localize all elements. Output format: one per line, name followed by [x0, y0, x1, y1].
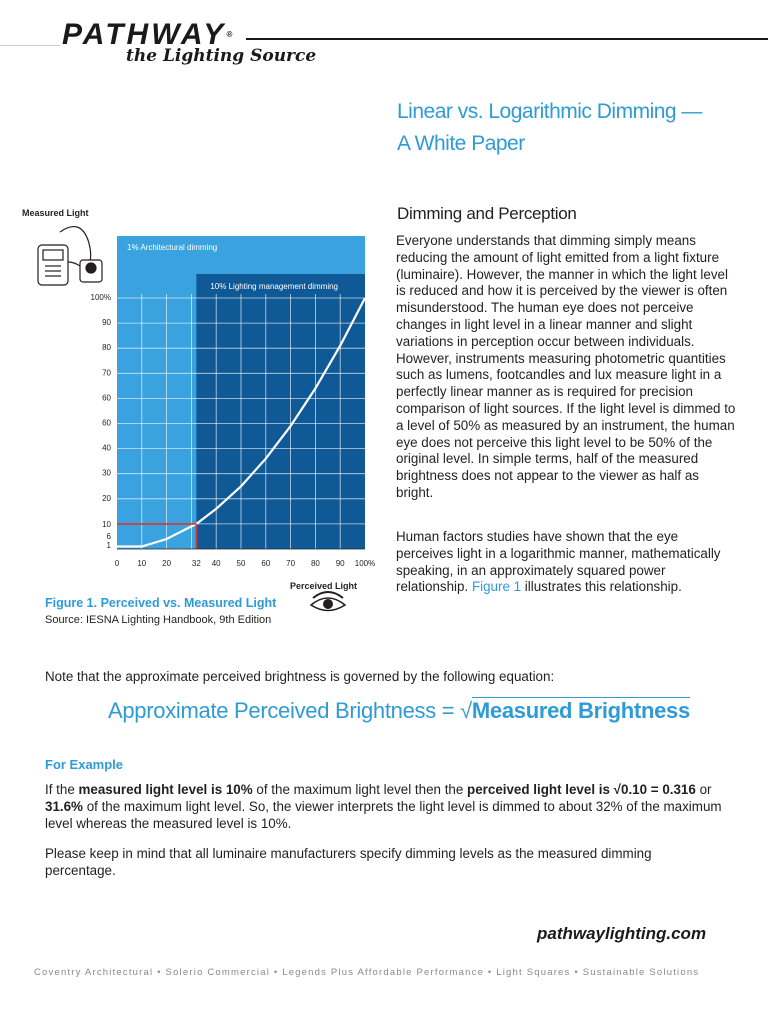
section-heading: Dimming and Perception	[397, 204, 577, 223]
management-dimming-region	[196, 274, 365, 549]
paragraph-text: Human factors studies have shown that the eye perceives light in a logarithmic manner, mathematically speaking, in an approximately squared power relationship.	[396, 529, 721, 595]
figure-source: Source: IESNA Lighting Handbook, 9th Edition	[45, 614, 272, 626]
eye-icon	[311, 592, 345, 611]
website-link[interactable]: pathwaylighting.com	[537, 924, 707, 943]
brightness-equation	[108, 698, 690, 724]
example-heading: For Example	[45, 757, 124, 772]
y-tick-label: 60	[102, 393, 111, 403]
pathway-logo: PATHWAY®	[62, 18, 233, 51]
y-tick-label: 100%	[90, 293, 111, 302]
example-text: of the maximum light level then the	[252, 782, 468, 797]
example-text: If the	[45, 782, 79, 797]
paragraph-text: illustrates this relationship.	[521, 579, 682, 595]
y-tick-label: 40	[102, 443, 111, 453]
x-tick-label: 0	[114, 559, 120, 568]
intro-paragraph: Everyone understands that dimming simply means reducing the amount of light emitted from a light fixture (luminaire). However, the manner in which the light level is reduced and how it is perceived by the viewer is often misunderstood. The human eye does not perceive changes in light level in a linear manner and slight variations in perception occur between individuals. However, instruments measuring photometric quantities such as lumens, footcandles and lux measure light in a perfectly linear manner as is required for precision comparison of light sources. If the light level is dimmed to a level of 50% as measured by an instrument, the human eye does not perceive this light level to be 50% of the original level. In simple terms, half of the measured brightness does not appear to the viewer as half as bright.	[396, 233, 736, 500]
y-tick-label: 70	[102, 368, 111, 378]
perception-paragraph	[396, 529, 736, 596]
example-bold: perceived light level is √0.10 = 0.316	[467, 782, 696, 797]
region-label-management: 10% Lighting management dimming	[210, 282, 339, 291]
header-rule-left	[0, 45, 60, 46]
y-tick-label: 20	[102, 493, 111, 503]
example-text: or	[695, 782, 712, 797]
y-tick-label: 10	[102, 520, 111, 529]
x-tick-label: 50	[236, 559, 246, 568]
x-tick-label: 100%	[354, 559, 376, 568]
example-text: of the maximum light level. So, the viewer interprets the light level is dimmed to about 32% of the maximum level whereas the measured level is 10%.	[45, 798, 722, 831]
x-tick-label: 60	[261, 559, 271, 568]
x-tick-label: 10	[137, 559, 147, 568]
logo-tagline: the Lighting Source	[126, 46, 317, 66]
x-tick-label: 32	[191, 559, 201, 568]
region-label-architectural: 1% Architectural dimming	[127, 243, 218, 252]
y-tick-label: 80	[102, 343, 111, 353]
header-rule	[246, 38, 768, 40]
sqrt-symbol: √	[460, 698, 472, 723]
y-tick-label: 90	[102, 318, 111, 328]
y-tick-label: 1	[106, 541, 111, 550]
y-tick-label: 30	[102, 468, 111, 478]
x-tick-label: 80	[310, 559, 320, 568]
page-title-line1: Linear vs. Logarithmic Dimming —	[397, 100, 702, 123]
light-meter-icon	[38, 227, 102, 285]
x-tick-label: 20	[162, 559, 172, 568]
x-tick-label: 70	[286, 559, 296, 568]
x-tick-label: 90	[335, 559, 345, 568]
y-axis-label: Measured Light	[22, 208, 89, 218]
equation-intro: Note that the approximate perceived brightness is governed by the following equation:	[45, 669, 555, 684]
page-title-line2: A White Paper	[397, 132, 525, 155]
x-tick-label: 40	[211, 559, 221, 568]
equation-lhs: Approximate Perceived Brightness =	[108, 698, 461, 723]
x-axis-label: Perceived Light	[290, 581, 358, 591]
figure-1-link[interactable]: Figure 1	[471, 579, 522, 595]
figure-caption: Figure 1. Perceived vs. Measured Light	[45, 596, 277, 610]
footer-brands: Coventry Architectural • Solerio Commercial • Legends Plus Affordable Performance • Light Squares • Sustainable Solutions	[34, 967, 700, 978]
example-bold: measured light level is 10%	[78, 782, 253, 797]
perceived-vs-measured-chart	[0, 195, 390, 620]
keep-in-mind-paragraph: Please keep in mind that all luminaire manufacturers specify dimming levels as the measured dimming percentage.	[45, 846, 652, 878]
y-tick-label: 6	[106, 532, 111, 541]
example-paragraph	[45, 782, 725, 832]
example-bold: 31.6%	[45, 798, 83, 814]
equation-rhs: Measured Brightness	[471, 698, 690, 723]
y-tick-label: 60	[102, 418, 111, 428]
